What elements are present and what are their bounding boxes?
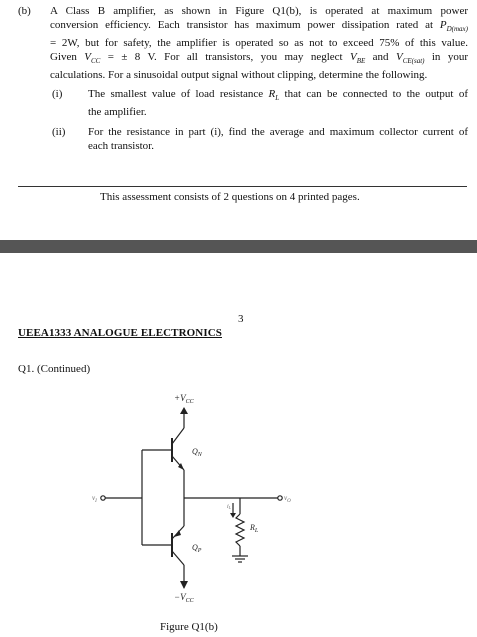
rl-label: $R_L$ — [250, 523, 259, 534]
footer-note: This assessment consists of 2 questions on 4 printed pages. — [100, 191, 360, 203]
item-ii-text: For the resistance in part (i), find the average and maximum collector current of each transistor. — [88, 126, 468, 152]
paragraph-line-3: = 2W, but for safety, the amplifier is operated so as not to exceed 75% of this value. — [50, 37, 468, 50]
figure-caption: Figure Q1(b) — [160, 621, 218, 633]
vcc-bottom-arrow — [180, 581, 188, 589]
il-arrow-head — [230, 513, 236, 518]
vi-label: $v_I$ — [92, 494, 97, 504]
question-continued: Q1. (Continued) — [18, 363, 91, 375]
paragraph-line-1: A Class B amplifier, as shown in Figure Q1(b), is operated at maximum power — [50, 5, 468, 17]
qn-label: $Q_N$ — [192, 447, 202, 458]
paragraph-line-4: Given $V_{CC}$ = ± 8 V. For all transistors, you may neglect $V_{BE}$ and $V_{CE(sat)}$ in your — [50, 51, 468, 66]
paragraph-line-5: calculations. For a sinusoidal output signal without clipping, determine the following. — [50, 69, 428, 82]
item-ii-number: (ii) — [52, 126, 66, 138]
qp-label: $Q_P$ — [192, 543, 202, 554]
vo-label: $v_O$ — [284, 494, 291, 504]
vi-terminal — [101, 496, 105, 500]
item-i-number: (i) — [52, 88, 63, 100]
qp-collector — [172, 551, 184, 565]
vcc-top-label: $+V_{CC}$ — [174, 393, 194, 405]
il-label: iL — [227, 504, 231, 510]
rl-resistor — [236, 514, 244, 546]
course-title: UEEA1333 ANALOGUE ELECTRONICS — [18, 327, 222, 339]
part-label: (b) — [18, 5, 31, 17]
page-number: 3 — [238, 313, 244, 325]
qn-collector — [172, 428, 184, 444]
vcc-bottom-label: $-V_{CC}$ — [174, 592, 194, 604]
vcc-top-arrow — [180, 407, 188, 414]
item-i-text: The smallest value of load resistance $R_L$ that can be connected to the output of the amplifier. — [88, 88, 468, 118]
vo-terminal — [278, 496, 282, 500]
paragraph-line-2: conversion efficiency. Each transistor has maximum power dissipation rated at $P_{D(max)}$ — [50, 19, 468, 34]
